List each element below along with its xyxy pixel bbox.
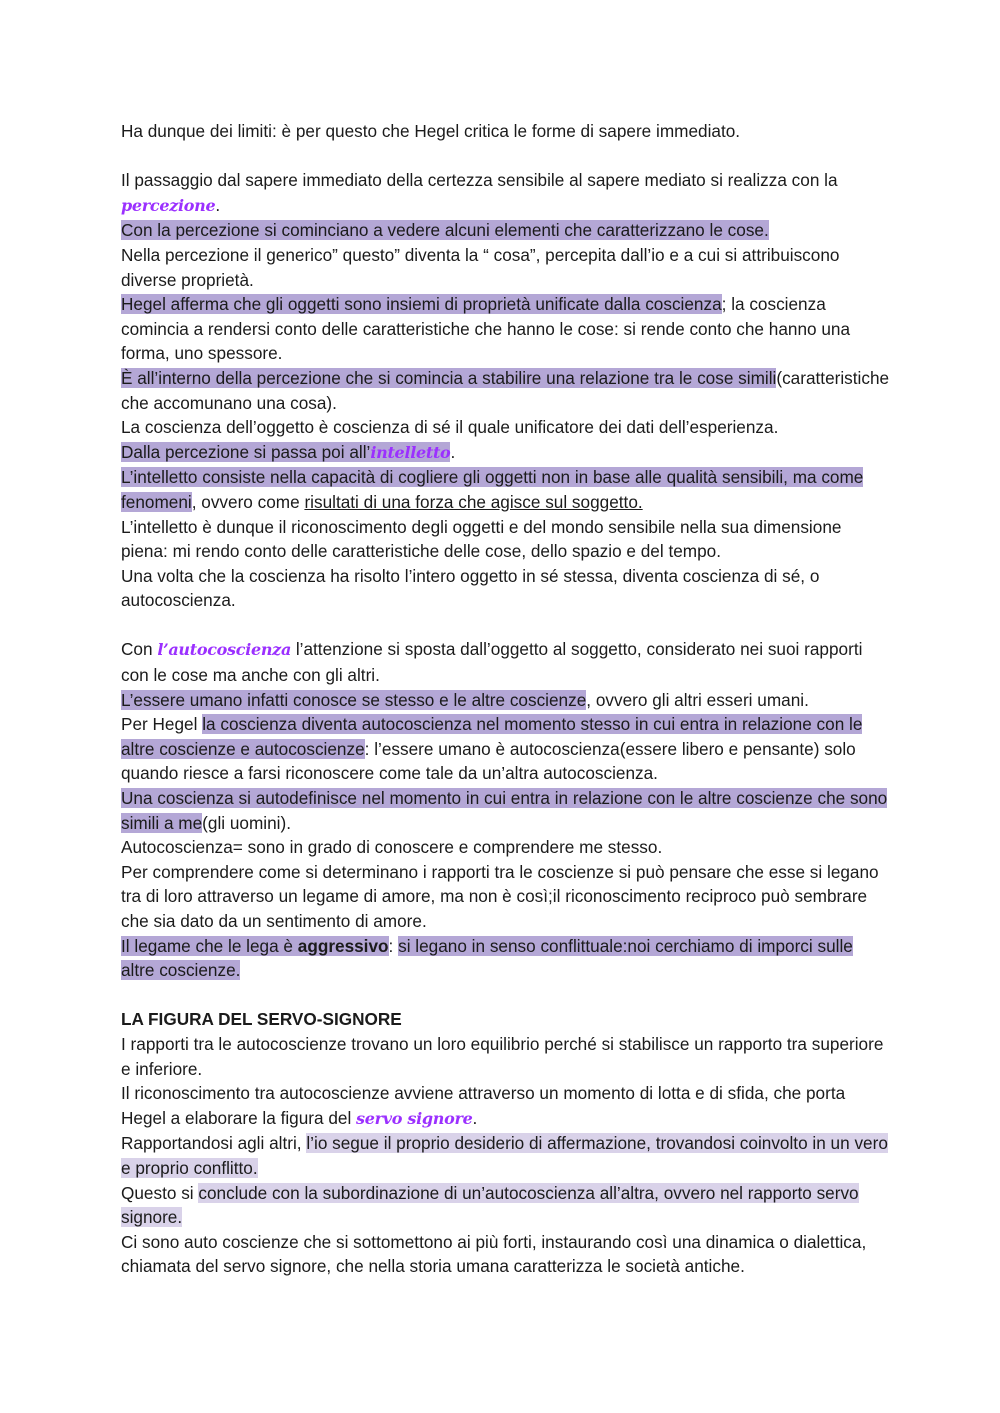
text-run: (caratteristiche che accomunano una cosa). — [121, 367, 890, 413]
paragraph — [121, 440, 891, 466]
paragraph — [121, 786, 891, 835]
bold-text: aggressivo — [297, 935, 389, 956]
text-run: Autocoscienza= sono in grado di conoscere e comprendere me stesso. — [121, 837, 663, 858]
text-run: : — [388, 935, 399, 956]
keyword-autocoscienza: l’autocoscienza — [157, 640, 292, 660]
keyword-percezione: percezione — [121, 195, 216, 215]
text-run: Ci sono auto coscienze che si sottomettono ai più forti, instaurando così una dinamica o dialettica, chiamata del servo signore, che nella storia umana caratterizza le società antiche. — [121, 1231, 867, 1277]
text-run: Con — [121, 639, 158, 660]
highlighted-text: si legano in senso conflittuale:noi cerchiamo di imporci sulle altre coscienze. — [121, 935, 853, 981]
text-run: Ha dunque dei limiti: è per questo che Hegel critica le forme di sapere immediato. — [121, 121, 741, 141]
blank-line — [121, 983, 891, 1008]
text-run: La coscienza dell’oggetto è coscienza di sé il quale unificatore dei dati dell’esperienza. — [121, 417, 779, 438]
text-run: : l’essere umano è autocoscienza(essere libero e pensante) solo quando riesce a farsi riconoscere come tale da un’altra autocoscienza. — [121, 738, 856, 784]
paragraph — [121, 119, 891, 144]
text-run: Il passaggio dal sapere immediato della certezza sensibile al sapere mediato si realizza con la — [121, 170, 838, 191]
paragraph — [121, 564, 891, 613]
text-run: Per comprendere come si determinano i rapporti tra le coscienze si può pensare che esse si legano tra di loro attraverso un legame di amore, ma non è così;il riconoscimento reciproco può sembrare che sia dato da un sentimento di amore. — [121, 861, 879, 931]
highlighted-text — [121, 936, 389, 956]
paragraph — [121, 860, 891, 934]
highlighted-text: È all’interno della percezione che si comincia a stabilire una relazione tra le cose simili — [121, 367, 777, 388]
paragraph — [121, 515, 891, 564]
text-run: I rapporti tra le autocoscienze trovano un loro equilibrio perché si stabilisce un rapporto tra superiore e inferiore. — [121, 1033, 884, 1079]
paragraph — [121, 1032, 891, 1081]
text-run: Rapportandosi agli altri, — [121, 1133, 307, 1154]
paragraph — [121, 218, 891, 243]
highlighted-text: L’intelletto consiste nella capacità di cogliere gli oggetti non in base alle qualità sensibili, ma come fenomeni — [121, 467, 864, 512]
section-heading: LA FIGURA DEL SERVO-SIGNORE — [121, 1009, 402, 1030]
paragraph — [121, 1131, 891, 1180]
paragraph — [121, 1081, 891, 1131]
keyword-intelletto: intelletto — [370, 442, 451, 462]
text-run: L’intelletto è dunque il riconoscimento degli oggetti e del mondo sensibile nella sua dimensione piena: mi rendo conto delle caratteristiche delle cose, dello spazio e del tempo. — [121, 516, 842, 562]
text-run: . — [215, 194, 221, 215]
text-run: Nella percezione il generico” questo” diventa la “ cosa”, percepita dall’io e a cui si attribuiscono diverse proprietà. — [121, 244, 840, 290]
document-body — [121, 119, 891, 1279]
paragraph — [121, 688, 891, 713]
paragraph — [121, 366, 891, 415]
paragraph — [121, 637, 891, 687]
text-run: Dalla percezione si passa poi all’ — [121, 441, 371, 462]
text-run: Questo si — [121, 1182, 199, 1203]
text-run: . — [472, 1107, 478, 1128]
text-run: Una volta che la coscienza ha risolto l’intero oggetto in sé stessa, diventa coscienza di sé, o autocoscienza. — [121, 565, 820, 611]
paragraph — [121, 465, 891, 514]
highlighted-text: Una coscienza si autodefinisce nel momento in cui entra in relazione con le altre coscienze che sono simili a me — [121, 788, 888, 833]
highlighted-text: Hegel afferma che gli oggetti sono insiemi di proprietà unificate dalla coscienza — [121, 294, 722, 315]
paragraph — [121, 934, 891, 983]
text-run: , ovvero come — [191, 491, 305, 512]
text-run: Il riconoscimento tra autocoscienze avviene attraverso un momento di lotta e di sfida, che porta Hegel a elaborare la figura del — [121, 1083, 846, 1128]
blank-line — [121, 613, 891, 638]
text-run: . — [450, 441, 456, 462]
blank-line — [121, 144, 891, 169]
highlighted-text — [121, 442, 450, 462]
text-run: l’attenzione si sposta dall’oggetto al soggetto, considerato nei suoi rapporti con le cose ma anche con gli altri. — [121, 639, 863, 686]
text-run: (gli uomini). — [202, 812, 291, 833]
paragraph — [121, 243, 891, 292]
text-run: Per Hegel — [121, 714, 203, 735]
paragraph — [121, 1230, 891, 1279]
highlighted-text: la coscienza diventa autocoscienza nel momento stesso in cui entra in relazione con le altre coscienze e autocoscienze — [121, 714, 863, 759]
paragraph — [121, 168, 891, 218]
paragraph — [121, 712, 891, 786]
underlined-text: risultati di una forza che agisce sul soggetto. — [304, 491, 643, 512]
highlighted-text: conclude con la subordinazione di un’autocoscienza all’altra, ovvero nel rapporto servo signore. — [121, 1182, 859, 1228]
paragraph — [121, 835, 891, 860]
paragraph — [121, 1181, 891, 1230]
text-run: , ovvero gli altri esseri umani. — [586, 689, 809, 710]
keyword-servo-signore: servo signore — [356, 1108, 473, 1128]
paragraph — [121, 415, 891, 440]
paragraph — [121, 292, 891, 366]
text-run: Il legame che le lega è — [121, 935, 298, 956]
highlighted-text: l’io segue il proprio desiderio di affermazione, trovandosi coinvolto in un vero e proprio conflitto. — [121, 1133, 888, 1178]
text-run: ; la coscienza comincia a rendersi conto delle caratteristiche che hanno le cose: si rende conto che hanno una forma, uno spessore. — [121, 294, 851, 364]
highlighted-text: Con la percezione si cominciano a vedere alcuni elementi che caratterizzano le cose. — [121, 220, 769, 241]
highlighted-text: L’essere umano infatti conosce se stesso e le altre coscienze — [121, 689, 587, 710]
